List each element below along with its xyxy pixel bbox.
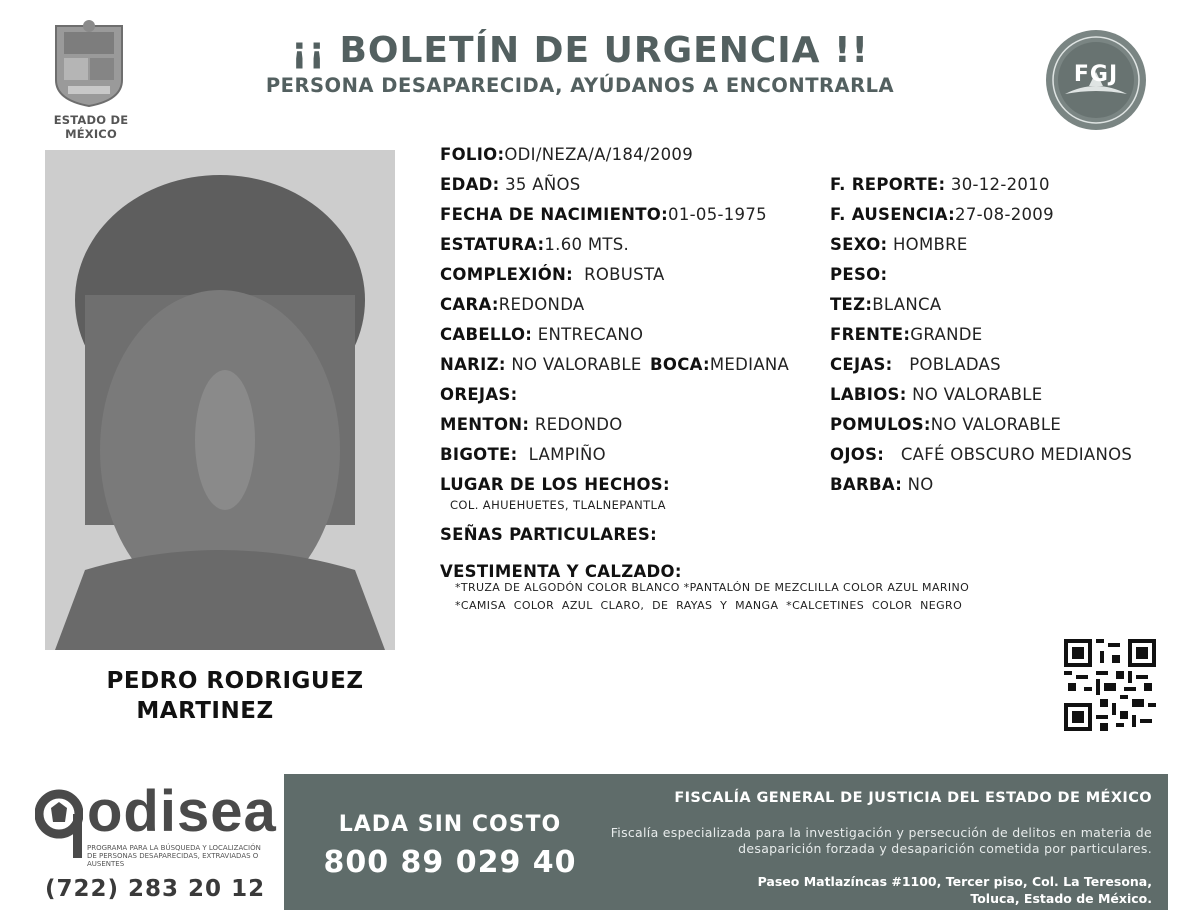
field-label: FOLIO: bbox=[440, 145, 505, 164]
field-label: BIGOTE: bbox=[440, 445, 518, 464]
state-label: ESTADO DE MÉXICO bbox=[53, 113, 129, 141]
field-lugar-label bbox=[440, 475, 670, 494]
field-value: NO VALORABLE bbox=[511, 355, 642, 374]
coat-of-arms-icon bbox=[50, 20, 128, 108]
field-sexo bbox=[830, 235, 968, 254]
field-label: LUGAR DE LOS HECHOS: bbox=[440, 475, 670, 494]
field-value: BLANCA bbox=[872, 295, 942, 314]
odisea-pin-icon bbox=[35, 788, 83, 860]
field-value: ROBUSTA bbox=[584, 265, 665, 284]
field-label: COMPLEXIÓN: bbox=[440, 265, 574, 284]
fgj-address-line2: Toluca, Estado de México. bbox=[970, 891, 1152, 906]
field-label: F. AUSENCIA: bbox=[830, 205, 956, 224]
field-label: CABELLO: bbox=[440, 325, 533, 344]
field-value: GRANDE bbox=[910, 325, 983, 344]
field-lugar-value: COL. AHUEHUETES, TLALNEPANTLA bbox=[450, 498, 666, 512]
field-label: TEZ: bbox=[830, 295, 873, 314]
field-ausencia bbox=[830, 205, 1054, 224]
field-bigote bbox=[440, 445, 606, 464]
field-barba bbox=[830, 475, 934, 494]
field-pomulos bbox=[830, 415, 1061, 434]
field-boca bbox=[650, 355, 789, 374]
field-value: 35 AÑOS bbox=[505, 175, 581, 194]
field-fecha-nacimiento bbox=[440, 205, 767, 224]
field-label: CARA: bbox=[440, 295, 499, 314]
field-tez bbox=[830, 295, 941, 314]
field-value: NO VALORABLE bbox=[930, 415, 1062, 434]
field-value: REDONDA bbox=[498, 295, 585, 314]
field-reporte bbox=[830, 175, 1050, 194]
lada-phone-number: 800 89 029 40 bbox=[323, 845, 577, 880]
field-value: HOMBRE bbox=[892, 235, 968, 254]
field-label: SEXO: bbox=[830, 235, 888, 254]
field-label: OJOS: bbox=[830, 445, 885, 464]
field-label: FECHA DE NACIMIENTO: bbox=[440, 205, 669, 224]
field-label: MENTON: bbox=[440, 415, 530, 434]
field-menton bbox=[440, 415, 623, 434]
qr-code-icon bbox=[1064, 639, 1156, 731]
field-edad bbox=[440, 175, 581, 194]
field-vestimenta-line2: *CAMISA COLOR AZUL CLARO, DE RAYAS Y MANGA *CALCETINES COLOR NEGRO bbox=[455, 599, 963, 612]
field-vestimenta-line1: *TRUZA DE ALGODÓN COLOR BLANCO *PANTALÓN DE MEZCLILLA COLOR AZUL MARINO bbox=[455, 581, 970, 594]
field-label: LABIOS: bbox=[830, 385, 907, 404]
field-value: NO bbox=[907, 475, 934, 494]
odisea-phone: (722) 283 20 12 bbox=[45, 876, 266, 902]
field-value: LAMPIÑO bbox=[528, 445, 606, 464]
field-complexion bbox=[440, 265, 665, 284]
field-value: 30-12-2010 bbox=[950, 175, 1050, 194]
field-labios bbox=[830, 385, 1042, 404]
field-value: MEDIANA bbox=[709, 355, 790, 374]
field-orejas bbox=[440, 385, 518, 404]
lada-label: LADA SIN COSTO bbox=[338, 812, 562, 837]
field-ojos bbox=[830, 445, 1132, 464]
field-label: EDAD: bbox=[440, 175, 500, 194]
field-value: ODI/NEZA/A/184/2009 bbox=[504, 145, 694, 164]
field-vestimenta-label bbox=[440, 562, 682, 581]
field-value: 1.60 MTS. bbox=[544, 235, 630, 254]
fgj-address-line1: Paseo Matlazíncas #1100, Tercer piso, Col. La Teresona, bbox=[757, 874, 1152, 889]
field-label: POMULOS: bbox=[830, 415, 931, 434]
field-label: SEÑAS PARTICULARES: bbox=[440, 525, 658, 544]
person-name-line2: MARTINEZ bbox=[136, 698, 274, 724]
odisea-tagline: PROGRAMA PARA LA BÚSQUEDA Y LOCALIZACIÓN DE PERSONAS DESAPARECIDAS, EXTRAVIADAS O AUSENTES bbox=[87, 844, 261, 868]
field-label: BARBA: bbox=[830, 475, 903, 494]
field-label: VESTIMENTA Y CALZADO: bbox=[440, 562, 682, 581]
odisea-wordmark: odisea bbox=[87, 779, 277, 844]
field-label: OREJAS: bbox=[440, 385, 518, 404]
field-cejas bbox=[830, 355, 1001, 374]
field-label: FRENTE: bbox=[830, 325, 911, 344]
field-label: PESO: bbox=[830, 265, 888, 284]
field-label: NARIZ: bbox=[440, 355, 506, 374]
field-value: ENTRECANO bbox=[537, 325, 644, 344]
field-value: NO VALORABLE bbox=[912, 385, 1043, 404]
fgj-seal-icon bbox=[1043, 28, 1149, 132]
field-cara bbox=[440, 295, 585, 314]
field-nariz bbox=[440, 355, 642, 374]
fgj-address bbox=[652, 873, 1152, 907]
field-label: ESTATURA: bbox=[440, 235, 545, 254]
field-senas bbox=[440, 525, 657, 544]
field-value: 27-08-2009 bbox=[955, 205, 1054, 224]
field-value: REDONDO bbox=[534, 415, 623, 434]
page-title: ¡¡ BOLETÍN DE URGENCIA !! bbox=[291, 30, 869, 71]
person-name-line1: PEDRO RODRIGUEZ bbox=[106, 668, 364, 694]
person-name bbox=[60, 666, 410, 726]
page-subtitle: PERSONA DESAPARECIDA, AYÚDANOS A ENCONTRARLA bbox=[265, 74, 895, 97]
field-folio bbox=[440, 145, 693, 164]
field-label: CEJAS: bbox=[830, 355, 893, 374]
field-peso bbox=[830, 265, 887, 284]
field-label: BOCA: bbox=[650, 355, 710, 374]
field-value: POBLADAS bbox=[909, 355, 1001, 374]
person-photo bbox=[45, 150, 395, 650]
fgj-description: Fiscalía especializada para la investigación y persecución de delitos en materia de desaparición forzada y desaparición cometida por particulares. bbox=[610, 825, 1152, 856]
field-estatura bbox=[440, 235, 629, 254]
fgj-name: FISCALÍA GENERAL DE JUSTICIA DEL ESTADO DE MÉXICO bbox=[674, 790, 1152, 806]
fgj-seal-text: FGJ bbox=[1073, 62, 1119, 87]
field-value: CAFÉ OBSCURO MEDIANOS bbox=[900, 445, 1133, 464]
odisea-logo bbox=[35, 779, 277, 874]
field-label: F. REPORTE: bbox=[830, 175, 946, 194]
field-cabello bbox=[440, 325, 643, 344]
field-value: 01-05-1975 bbox=[668, 205, 767, 224]
field-frente bbox=[830, 325, 982, 344]
